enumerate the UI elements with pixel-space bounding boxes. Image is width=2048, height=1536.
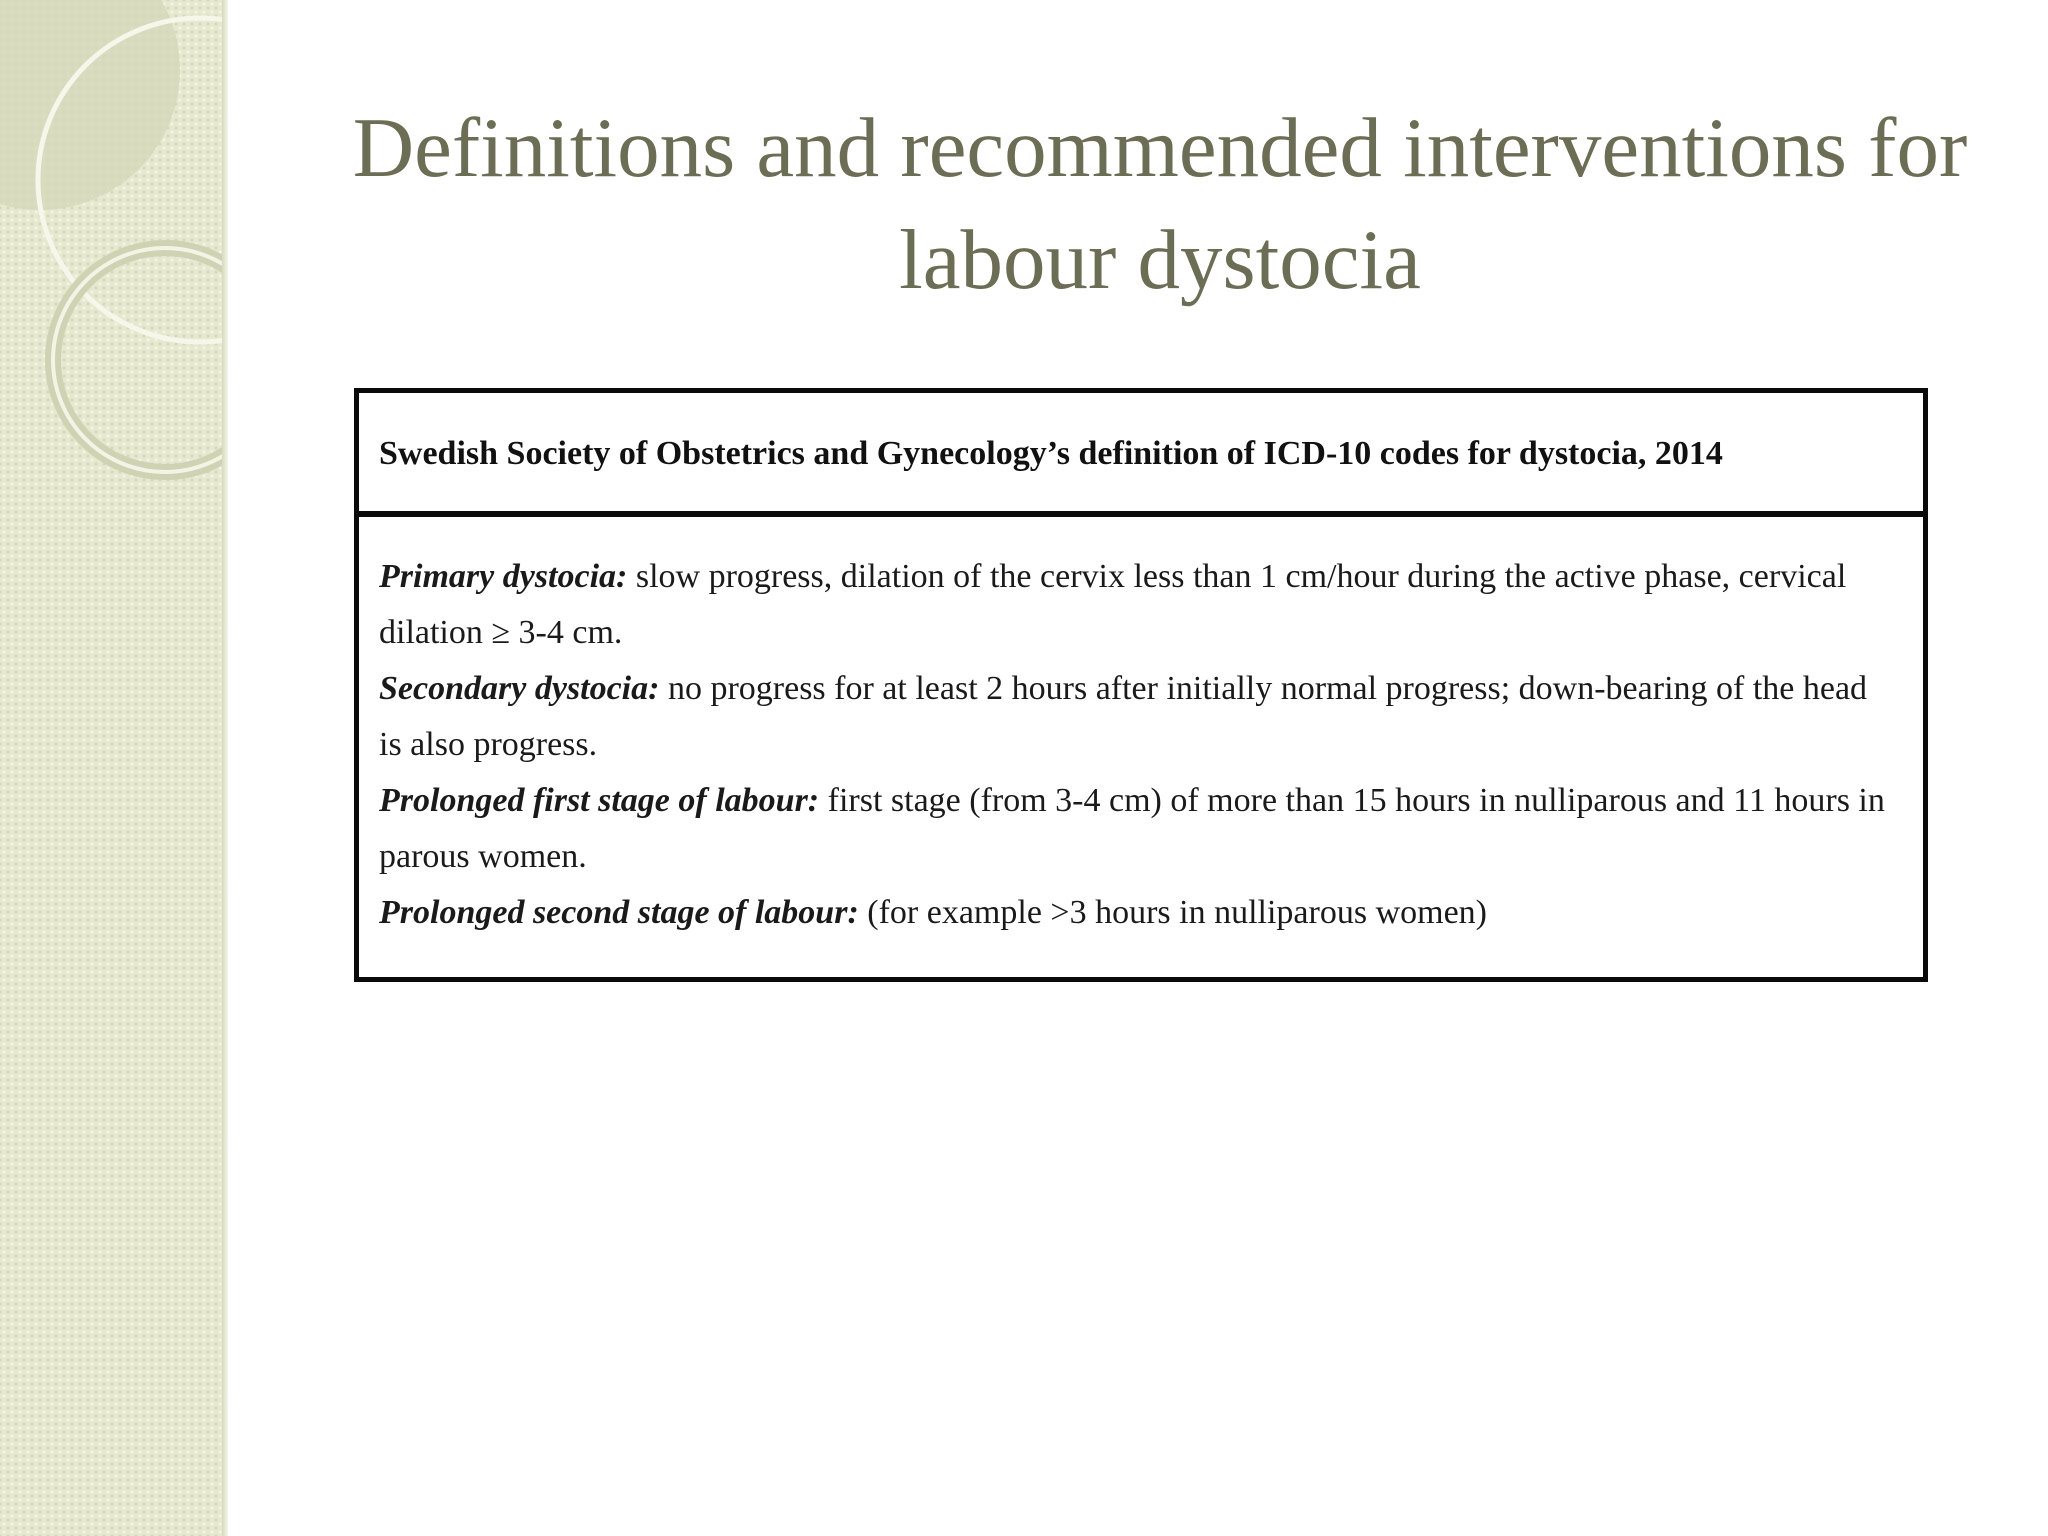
table-body (359, 517, 1923, 941)
large-shaded-circle (0, 0, 180, 210)
slide-title: Definitions and recommended interventions for labour dystocia (352, 101, 1968, 307)
decorative-circles-graphic (0, 0, 226, 520)
definition-text: (for example >3 hours in nulliparous women) (858, 894, 1487, 931)
definition-text: slow progress, dilation of the cervix less than 1 cm/hour during the active phase, cervical dilation ≥ 3-4 cm. (379, 558, 1847, 651)
definition-term: Prolonged first stage of labour: (379, 782, 820, 819)
definition-secondary-dystocia (379, 661, 1893, 773)
small-ring (53, 248, 226, 472)
definition-term: Secondary dystocia: (379, 670, 660, 707)
sidebar-edge (222, 0, 228, 1536)
definition-term: Prolonged second stage of labour: (379, 894, 859, 931)
definition-text: first stage (from 3-4 cm) of more than 15 hours in nulliparous and 11 hours in parous women. (379, 782, 1885, 875)
definition-text: no progress for at least 2 hours after initially normal progress; down-bearing of the head is also progress. (379, 670, 1868, 763)
definition-prolonged-first-stage (379, 773, 1893, 885)
definition-term: Primary dystocia: (379, 558, 628, 595)
definition-prolonged-second-stage (379, 885, 1893, 941)
definition-primary-dystocia (379, 549, 1893, 661)
definitions-table (354, 388, 1928, 982)
table-header: Swedish Society of Obstetrics and Gynecology’s definition of ICD-10 codes for dystocia, 2014 (359, 393, 1923, 517)
decorative-sidebar (0, 0, 226, 1536)
